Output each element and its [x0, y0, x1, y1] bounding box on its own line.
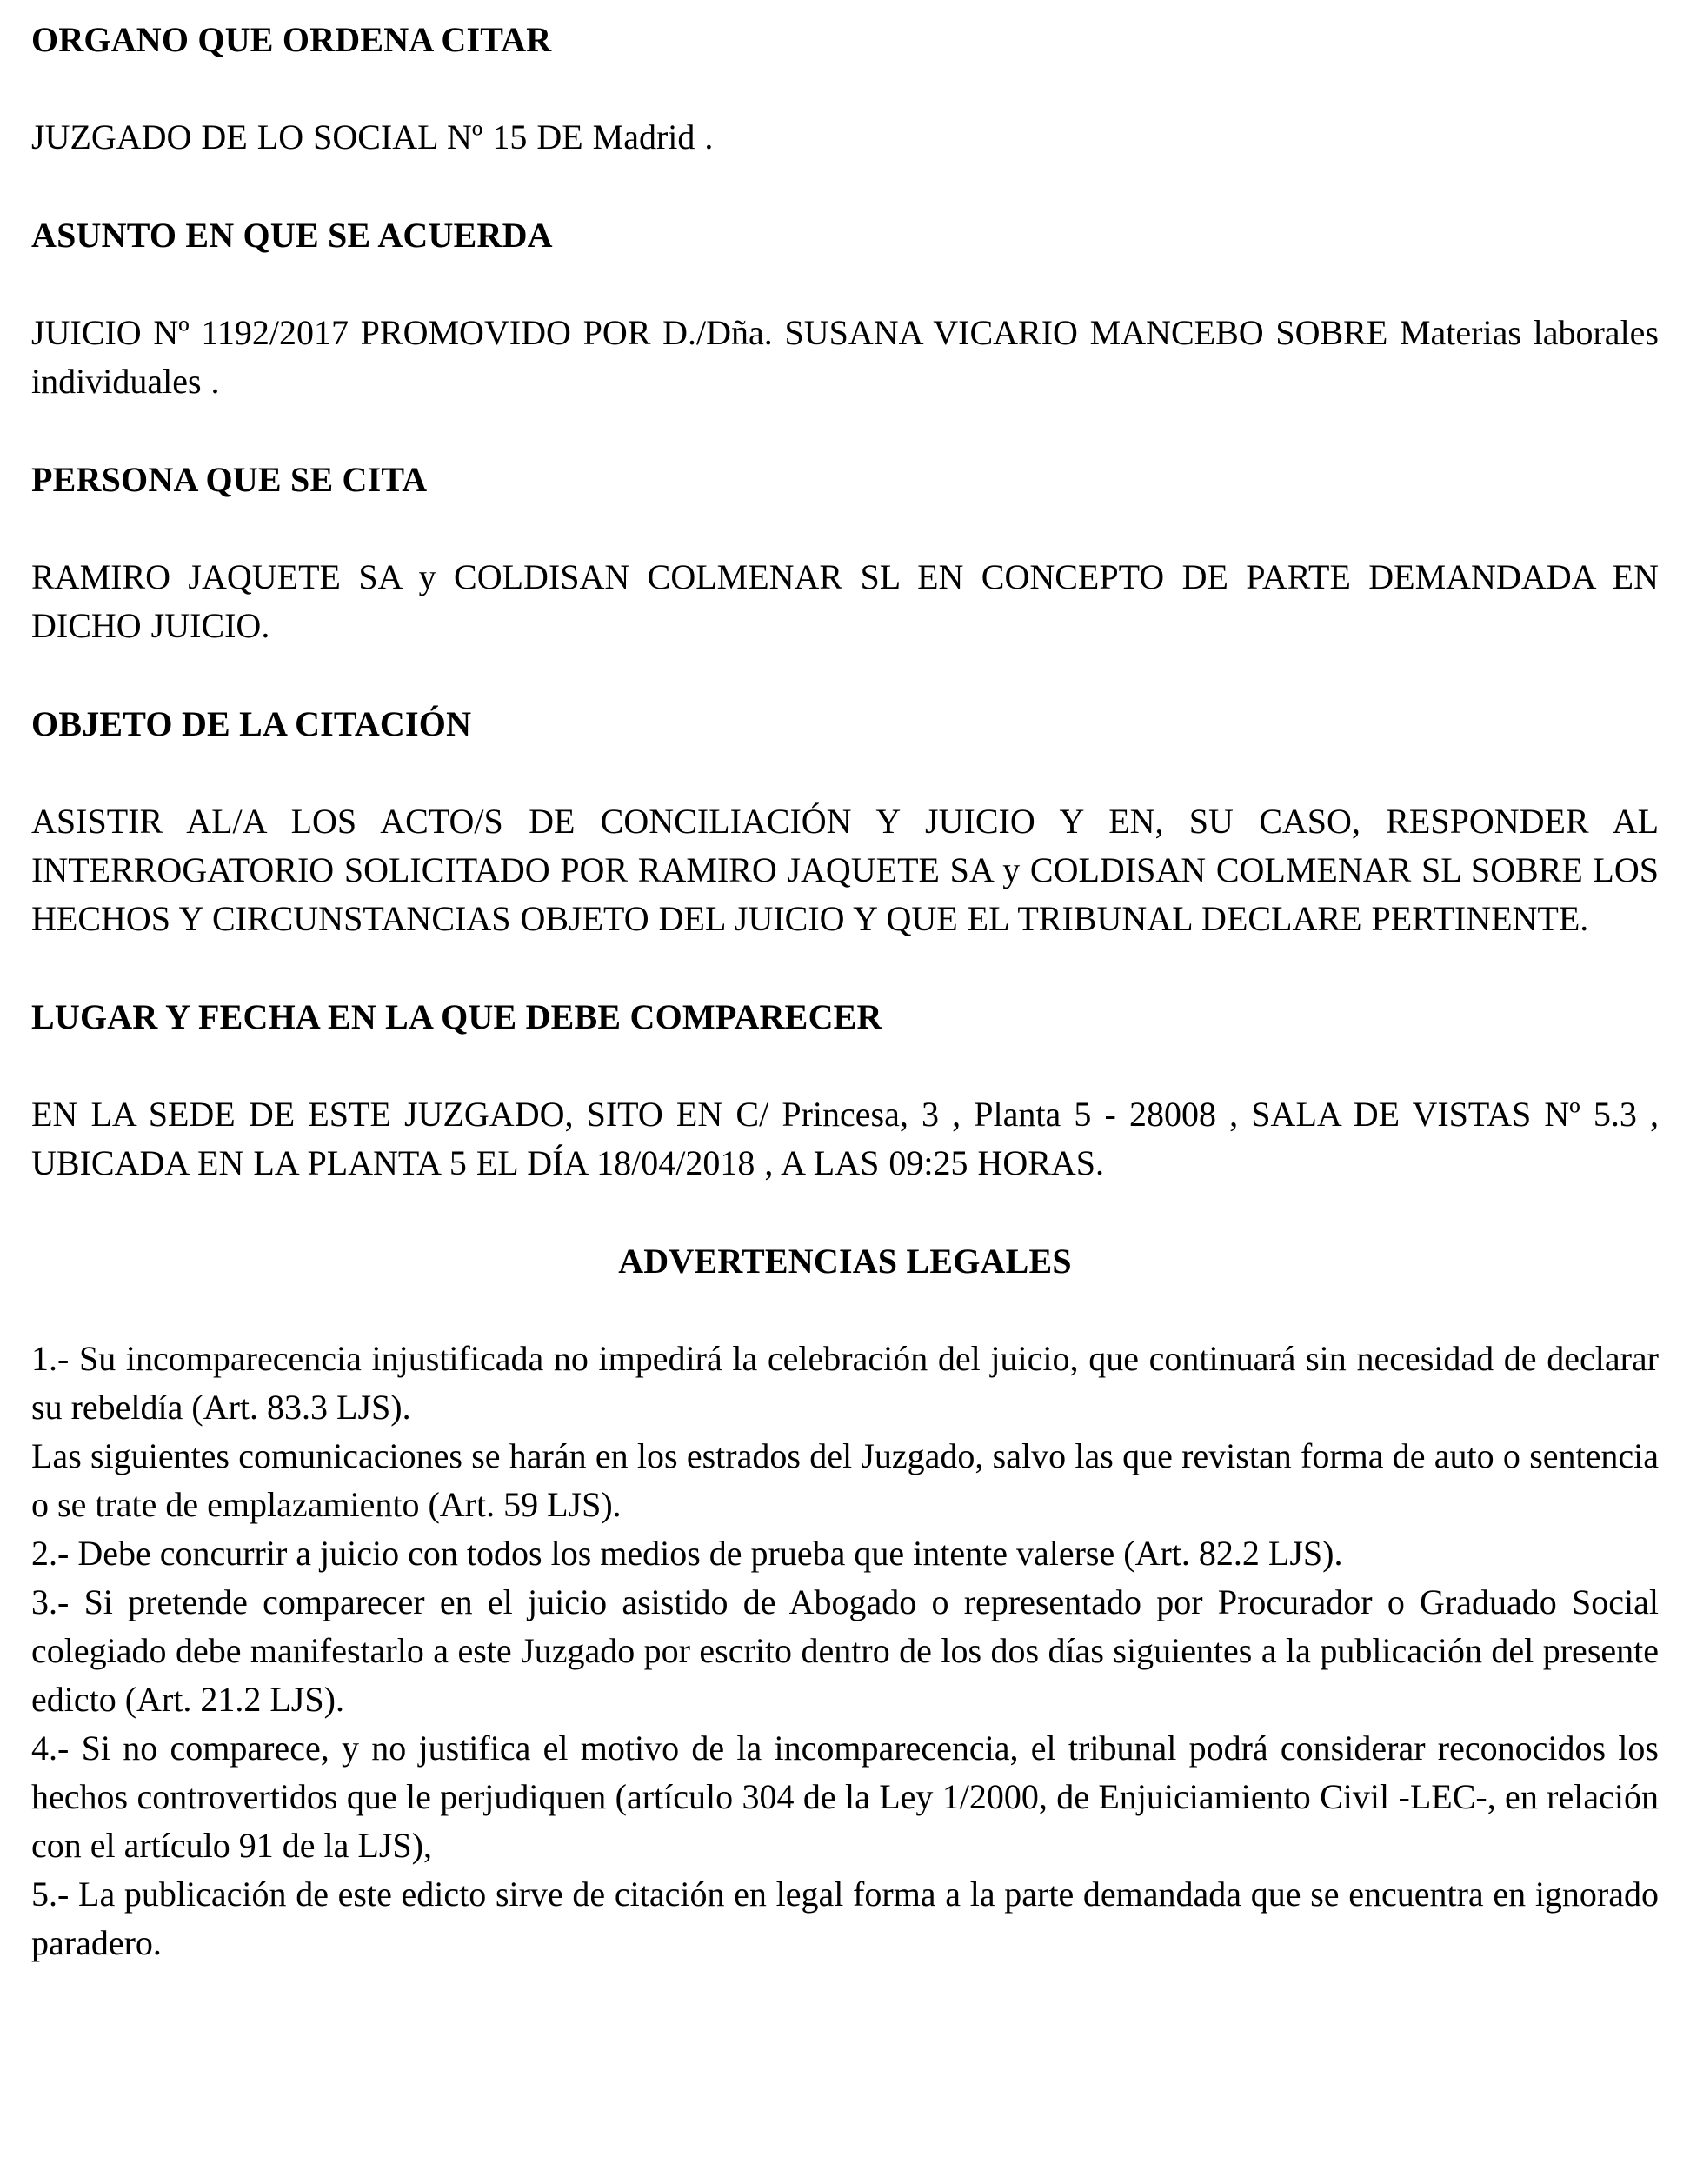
asunto-text: JUICIO Nº 1192/2017 PROMOVIDO POR D./Dña. SUSANA VICARIO MANCEBO SOBRE Materias laborales individuales .	[31, 313, 1659, 401]
lugar-heading: LUGAR Y FECHA EN LA QUE DEBE COMPARECER	[31, 997, 882, 1036]
persona-text: RAMIRO JAQUETE SA y COLDISAN COLMENAR SL EN CONCEPTO DE PARTE DEMANDADA EN DICHO JUICIO.	[31, 557, 1659, 645]
spacer	[31, 943, 1659, 993]
spacer	[31, 162, 1659, 211]
spacer	[31, 504, 1659, 553]
spacer	[31, 1188, 1659, 1237]
spacer	[31, 64, 1659, 113]
organo-heading: ORGANO QUE ORDENA CITAR	[31, 20, 552, 59]
advertencia-item: 2.- Debe concurrir a juicio con todos los medios de prueba que intente valerse (Art. 82.2 LJS).	[31, 1534, 1343, 1573]
organo-text: JUZGADO DE LO SOCIAL Nº 15 DE Madrid .	[31, 117, 714, 156]
persona-heading: PERSONA QUE SE CITA	[31, 460, 428, 499]
advertencia-item: 3.- Si pretende comparecer en el juicio asistido de Abogado o representado por Procurador o Graduado Social colegiado debe manifestarlo a este Juzgado por escrito dentro de los dos días siguientes a la publicación del presente edicto (Art. 21.2 LJS).	[31, 1582, 1659, 1719]
advertencia-item: Las siguientes comunicaciones se harán en los estrados del Juzgado, salvo las que revistan forma de auto o sentencia o se trate de emplazamiento (Art. 59 LJS).	[31, 1436, 1659, 1524]
lugar-text: EN LA SEDE DE ESTE JUZGADO, SITO EN C/ Princesa, 3 , Planta 5 - 28008 , SALA DE VISTAS Nº 5.3 , UBICADA EN LA PLANTA 5 EL DÍA 18/04/2018 , A LAS 09:25 HORAS.	[31, 1095, 1659, 1182]
spacer	[31, 1286, 1659, 1335]
advertencias-heading: ADVERTENCIAS LEGALES	[618, 1242, 1072, 1281]
spacer	[31, 650, 1659, 700]
spacer	[31, 749, 1659, 797]
spacer	[31, 260, 1659, 309]
advertencia-item: 4.- Si no comparece, y no justifica el motivo de la incomparecencia, el tribunal podrá considerar reconocidos los hechos controvertidos que le perjudiquen (artículo 304 de la Ley 1/2000, de Enjuiciamiento Civil -LEC-, en relación con el artículo 91 de la LJS),	[31, 1728, 1659, 1865]
advertencia-item: 1.- Su incomparecencia injustificada no impedirá la celebración del juicio, que continuará sin necesidad de declarar su rebeldía (Art. 83.3 LJS).	[31, 1339, 1659, 1427]
objeto-text: ASISTIR AL/A LOS ACTO/S DE CONCILIACIÓN Y JUICIO Y EN, SU CASO, RESPONDER AL INTERROGATORIO SOLICITADO POR RAMIRO JAQUETE SA y COLDISAN COLMENAR SL SOBRE LOS HECHOS Y CIRCUNSTANCIAS OBJETO DEL JUICIO Y QUE EL TRIBUNAL DECLARE PERTINENTE.	[31, 802, 1659, 938]
asunto-heading: ASUNTO EN QUE SE ACUERDA	[31, 216, 553, 255]
objeto-heading: OBJETO DE LA CITACIÓN	[31, 704, 472, 743]
advertencia-item: 5.- La publicación de este edicto sirve de citación en legal forma a la parte demandada que se encuentra en ignorado paradero.	[31, 1874, 1659, 1962]
advertencias-list	[31, 1335, 1659, 1968]
spacer	[31, 406, 1659, 456]
document-page	[31, 16, 1659, 1968]
spacer	[31, 1042, 1659, 1090]
